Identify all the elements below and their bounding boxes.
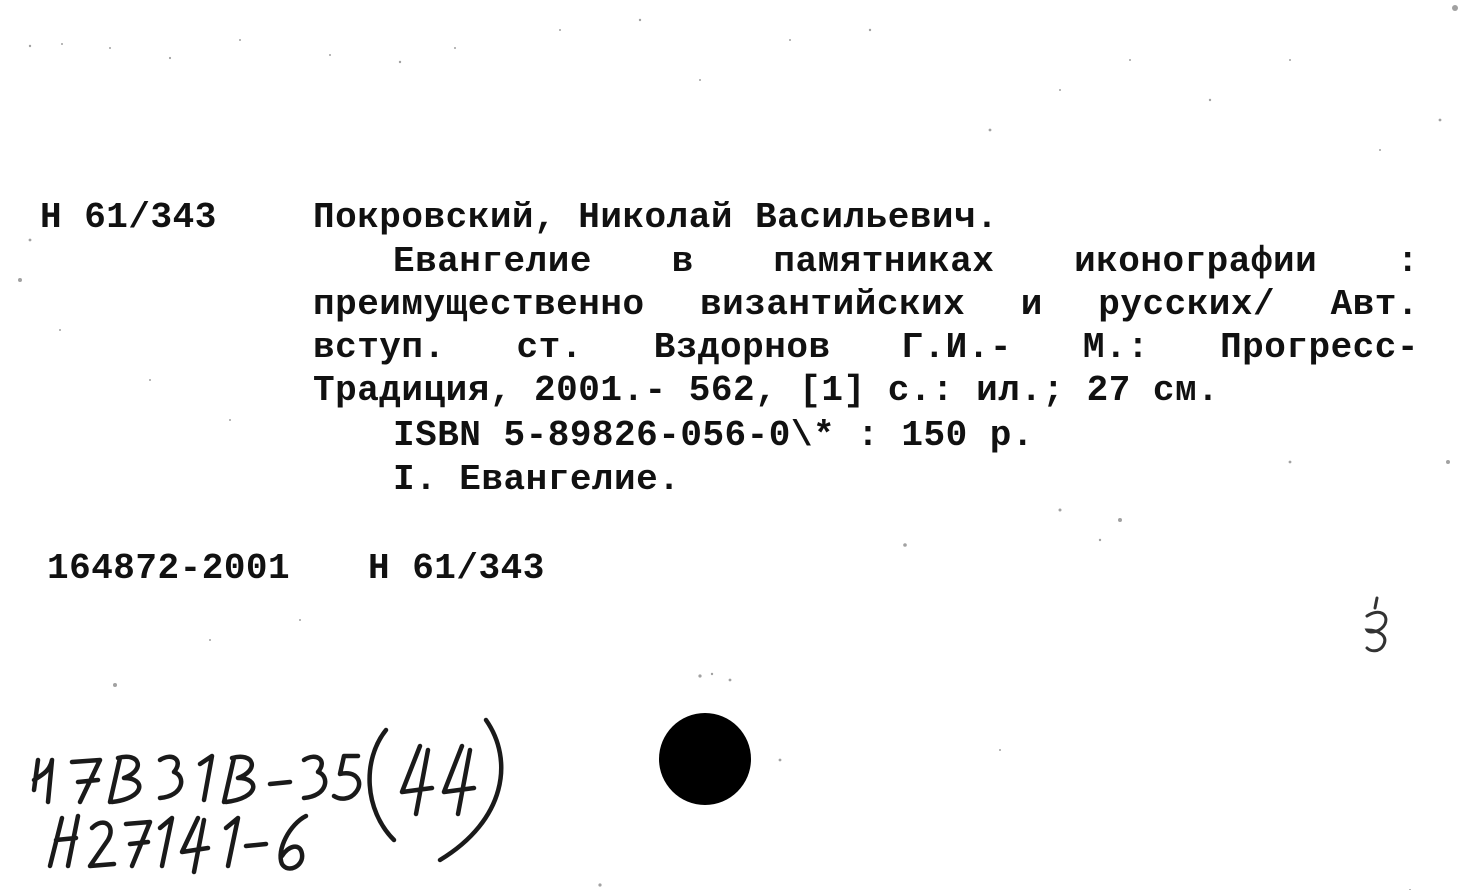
word: памятниках <box>773 241 995 282</box>
punch-hole <box>659 713 751 805</box>
word: Авт. <box>1330 284 1419 325</box>
record-number: 164872-2001 <box>47 548 291 589</box>
word: Евангелие <box>393 241 592 282</box>
word: Прогресс- <box>1220 327 1419 368</box>
word: : <box>1396 241 1419 282</box>
word: М.: <box>1082 327 1150 368</box>
word: вступ. <box>313 327 446 368</box>
author-heading: Покровский, Николай Васильевич. <box>313 197 999 238</box>
title-line-2 <box>313 284 1419 325</box>
handwritten-call-number <box>0 690 560 890</box>
word: византийских <box>700 284 966 325</box>
word: русских/ <box>1098 284 1276 325</box>
title-line-1 <box>393 241 1419 282</box>
word: Вздорнов <box>653 327 831 368</box>
imprint-line: Традиция, 2001.- 562, [1] с.: ил.; 27 см. <box>313 370 1220 411</box>
word: ст. <box>516 327 583 368</box>
word: преимущественно <box>313 284 645 325</box>
word: Г.И.- <box>901 327 1012 368</box>
shelfmark: Н 61/343 <box>40 197 217 238</box>
handwritten-mark <box>1345 590 1405 670</box>
word: и <box>1020 284 1043 325</box>
subject-line: I. Евангелие. <box>393 459 681 500</box>
isbn-line: ISBN 5-89826-056-0\* : 150 р. <box>393 415 1035 456</box>
word: иконографии <box>1074 241 1318 282</box>
shelfmark-repeat: Н 61/343 <box>368 548 545 589</box>
word: в <box>671 241 694 282</box>
title-line-3 <box>313 327 1419 368</box>
